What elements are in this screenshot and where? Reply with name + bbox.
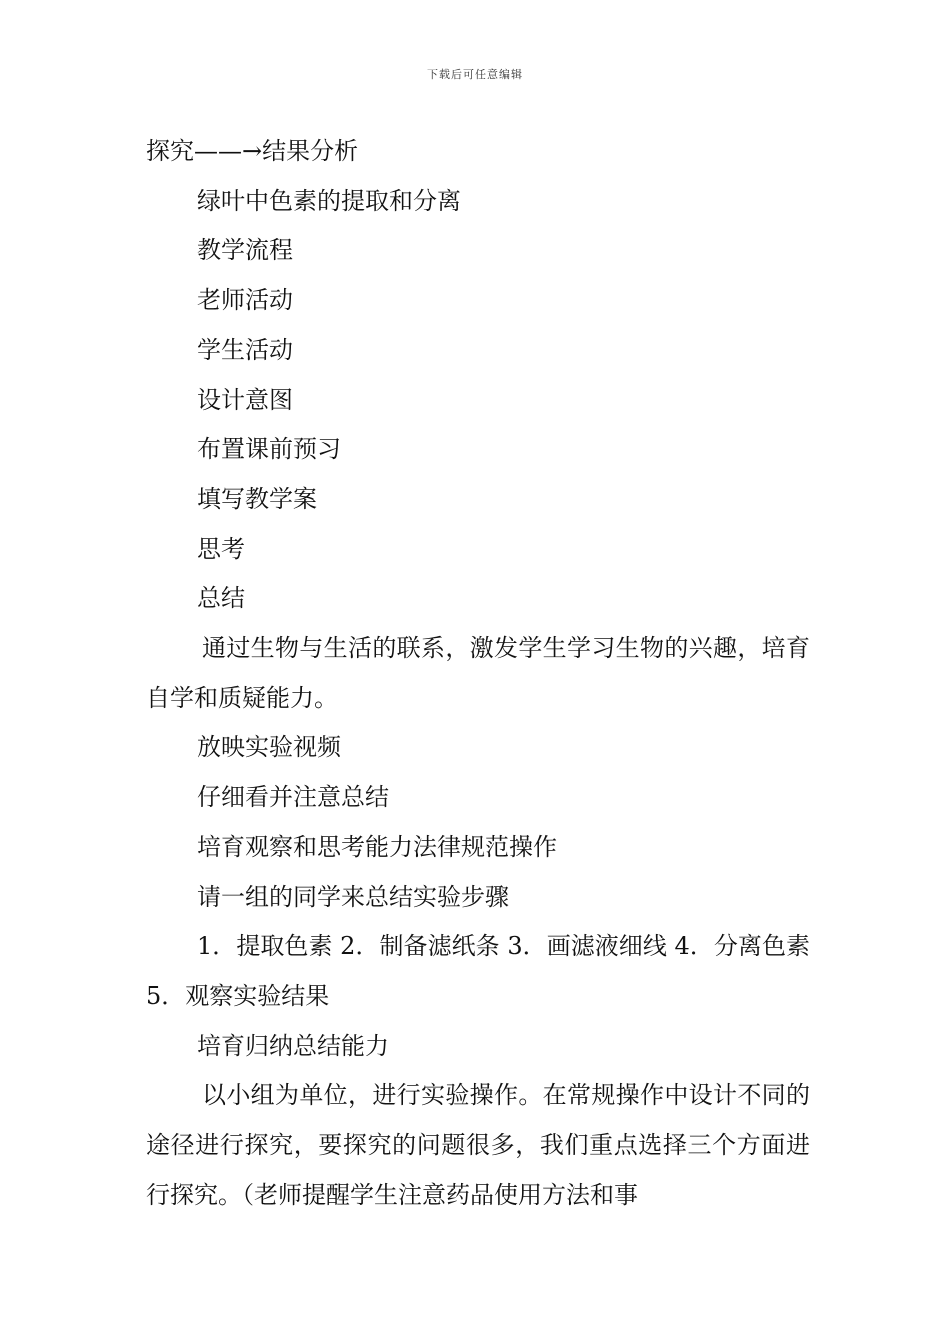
document-line-student-activity: 学生活动 [197,335,293,364]
document-line-teacher-activity: 老师活动 [197,286,293,315]
document-line-preview: 布置课前预习 [197,435,341,464]
document-line-observe-ability: 培育观察和思考能力法律规范操作 [197,832,557,861]
document-body [146,127,810,1220]
document-line-think: 思考 [197,534,245,563]
document-paragraph-group-work: 以小组为单位，进行实验操作。在常规操作中设计不同的途径进行探究，要探究的问题很多，我们重点选择三个方面进行探究。（老师提醒学生注意药品使用方法和事 [146,1081,810,1209]
page-header-note: 下载后可任意编辑 [427,68,523,81]
document-line-induction-ability: 培育归纳总结能力 [197,1031,389,1060]
document-heading: 探究——→结果分析 [146,137,359,165]
document-line-summarize-steps: 请一组的同学来总结实验步骤 [197,882,509,911]
document-line-fill-plan: 填写教学案 [197,484,317,513]
document-line-title: 绿叶中色素的提取和分离 [197,186,461,215]
document-paragraph-interest: 通过生物与生活的联系，激发学生学习生物的兴趣，培育自学和质疑能力。 [146,634,810,712]
document-line-summary: 总结 [197,584,245,613]
document-line-play-video: 放映实验视频 [197,733,341,762]
document-line-watch-carefully: 仔细看并注意总结 [197,783,389,812]
document-paragraph-steps: 1．提取色素 2．制备滤纸条 3．画滤液细线 4．分离色素 5．观察实验结果 [146,932,810,1010]
document-line-design-intent: 设计意图 [197,385,293,414]
document-line-teaching-flow: 教学流程 [197,236,293,265]
